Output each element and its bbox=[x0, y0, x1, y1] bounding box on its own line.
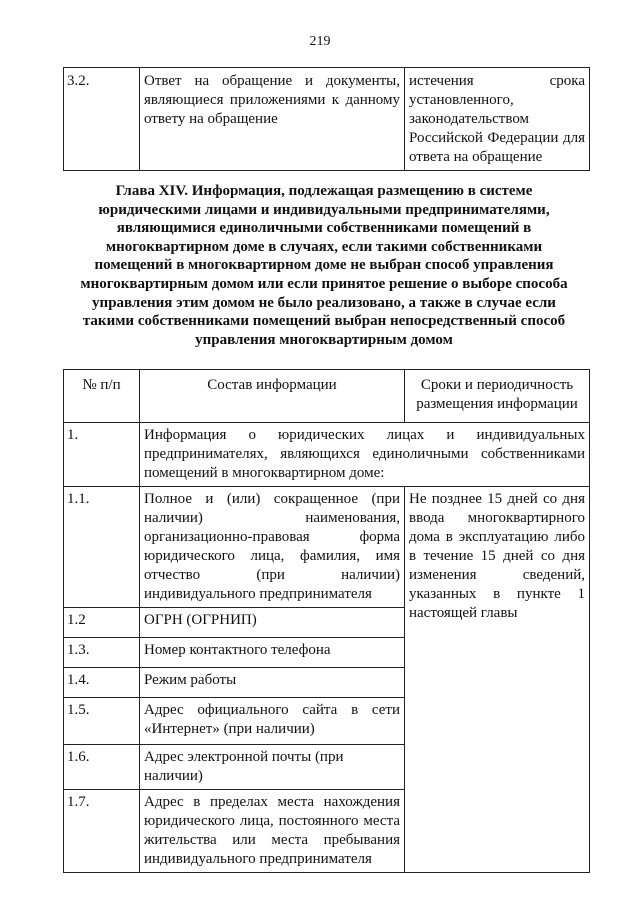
header-info: Состав информации bbox=[140, 370, 405, 423]
row-number: 1. bbox=[64, 423, 140, 487]
info-cell: Адрес электронной почты (при наличии) bbox=[140, 745, 405, 790]
row-number: 1.2 bbox=[64, 608, 140, 638]
row-number: 1.3. bbox=[64, 638, 140, 668]
info-cell: Ответ на обращение и документы, являющиеся приложениями к данному ответу на обращение bbox=[140, 68, 405, 171]
info-cell: Информация о юридических лицах и индивидуальных предпринимателях, являющихся единоличными собственниками помещений в многоквартирном доме: bbox=[140, 423, 590, 487]
info-cell: Полное и (или) сокращенное (при наличии) наименования, организационно-правовая форма юридического лица, фамилия, имя отчество (при наличии) индивидуального предпринимателя bbox=[140, 487, 405, 608]
row-number: 1.4. bbox=[64, 668, 140, 698]
terms-cell: истечения срока установленного, законодательством Российской Федерации для ответа на обращение bbox=[405, 68, 590, 171]
page-number: 219 bbox=[309, 34, 331, 49]
table-row bbox=[64, 68, 590, 171]
row-number: 3.2. bbox=[64, 68, 140, 171]
row-number: 1.1. bbox=[64, 487, 140, 608]
info-cell: Режим работы bbox=[140, 668, 405, 698]
main-table bbox=[63, 369, 590, 873]
header-terms: Сроки и периодичность размещения информации bbox=[405, 370, 590, 423]
info-cell: Адрес официального сайта в сети «Интернет» (при наличии) bbox=[140, 698, 405, 745]
chapter-title: Глава XIV. Информация, подлежащая размещению в системе юридическими лицами и индивидуальными предпринимателями, являющимися единоличными собственниками помещений в многоквартирном доме в случаях, если такими собственниками помещений в многоквартирном доме не выбран способ управления многоквартирным домом или если принятое решение о выборе способа управления этим домом не было реализовано, а также в случае если такими собственниками помещений выбран непосредственный способ управления многоквартирным домом bbox=[80, 183, 568, 348]
row-number: 1.7. bbox=[64, 790, 140, 873]
top-table bbox=[63, 67, 590, 171]
terms-cell: Не позднее 15 дней со дня ввода многоквартирного дома в эксплуатацию либо в течение 15 дней со дня изменения сведений, указанных в пункте 1 настоящей главы bbox=[405, 487, 590, 873]
header-num: № п/п bbox=[64, 370, 140, 423]
header-row bbox=[64, 370, 590, 423]
table-row bbox=[64, 423, 590, 487]
row-number: 1.6. bbox=[64, 745, 140, 790]
info-cell: ОГРН (ОГРНИП) bbox=[140, 608, 405, 638]
row-number: 1.5. bbox=[64, 698, 140, 745]
info-cell: Адрес в пределах места нахождения юридического лица, постоянного места жительства или места пребывания индивидуального предпринимателя bbox=[140, 790, 405, 873]
info-cell: Номер контактного телефона bbox=[140, 638, 405, 668]
table-row bbox=[64, 487, 590, 608]
